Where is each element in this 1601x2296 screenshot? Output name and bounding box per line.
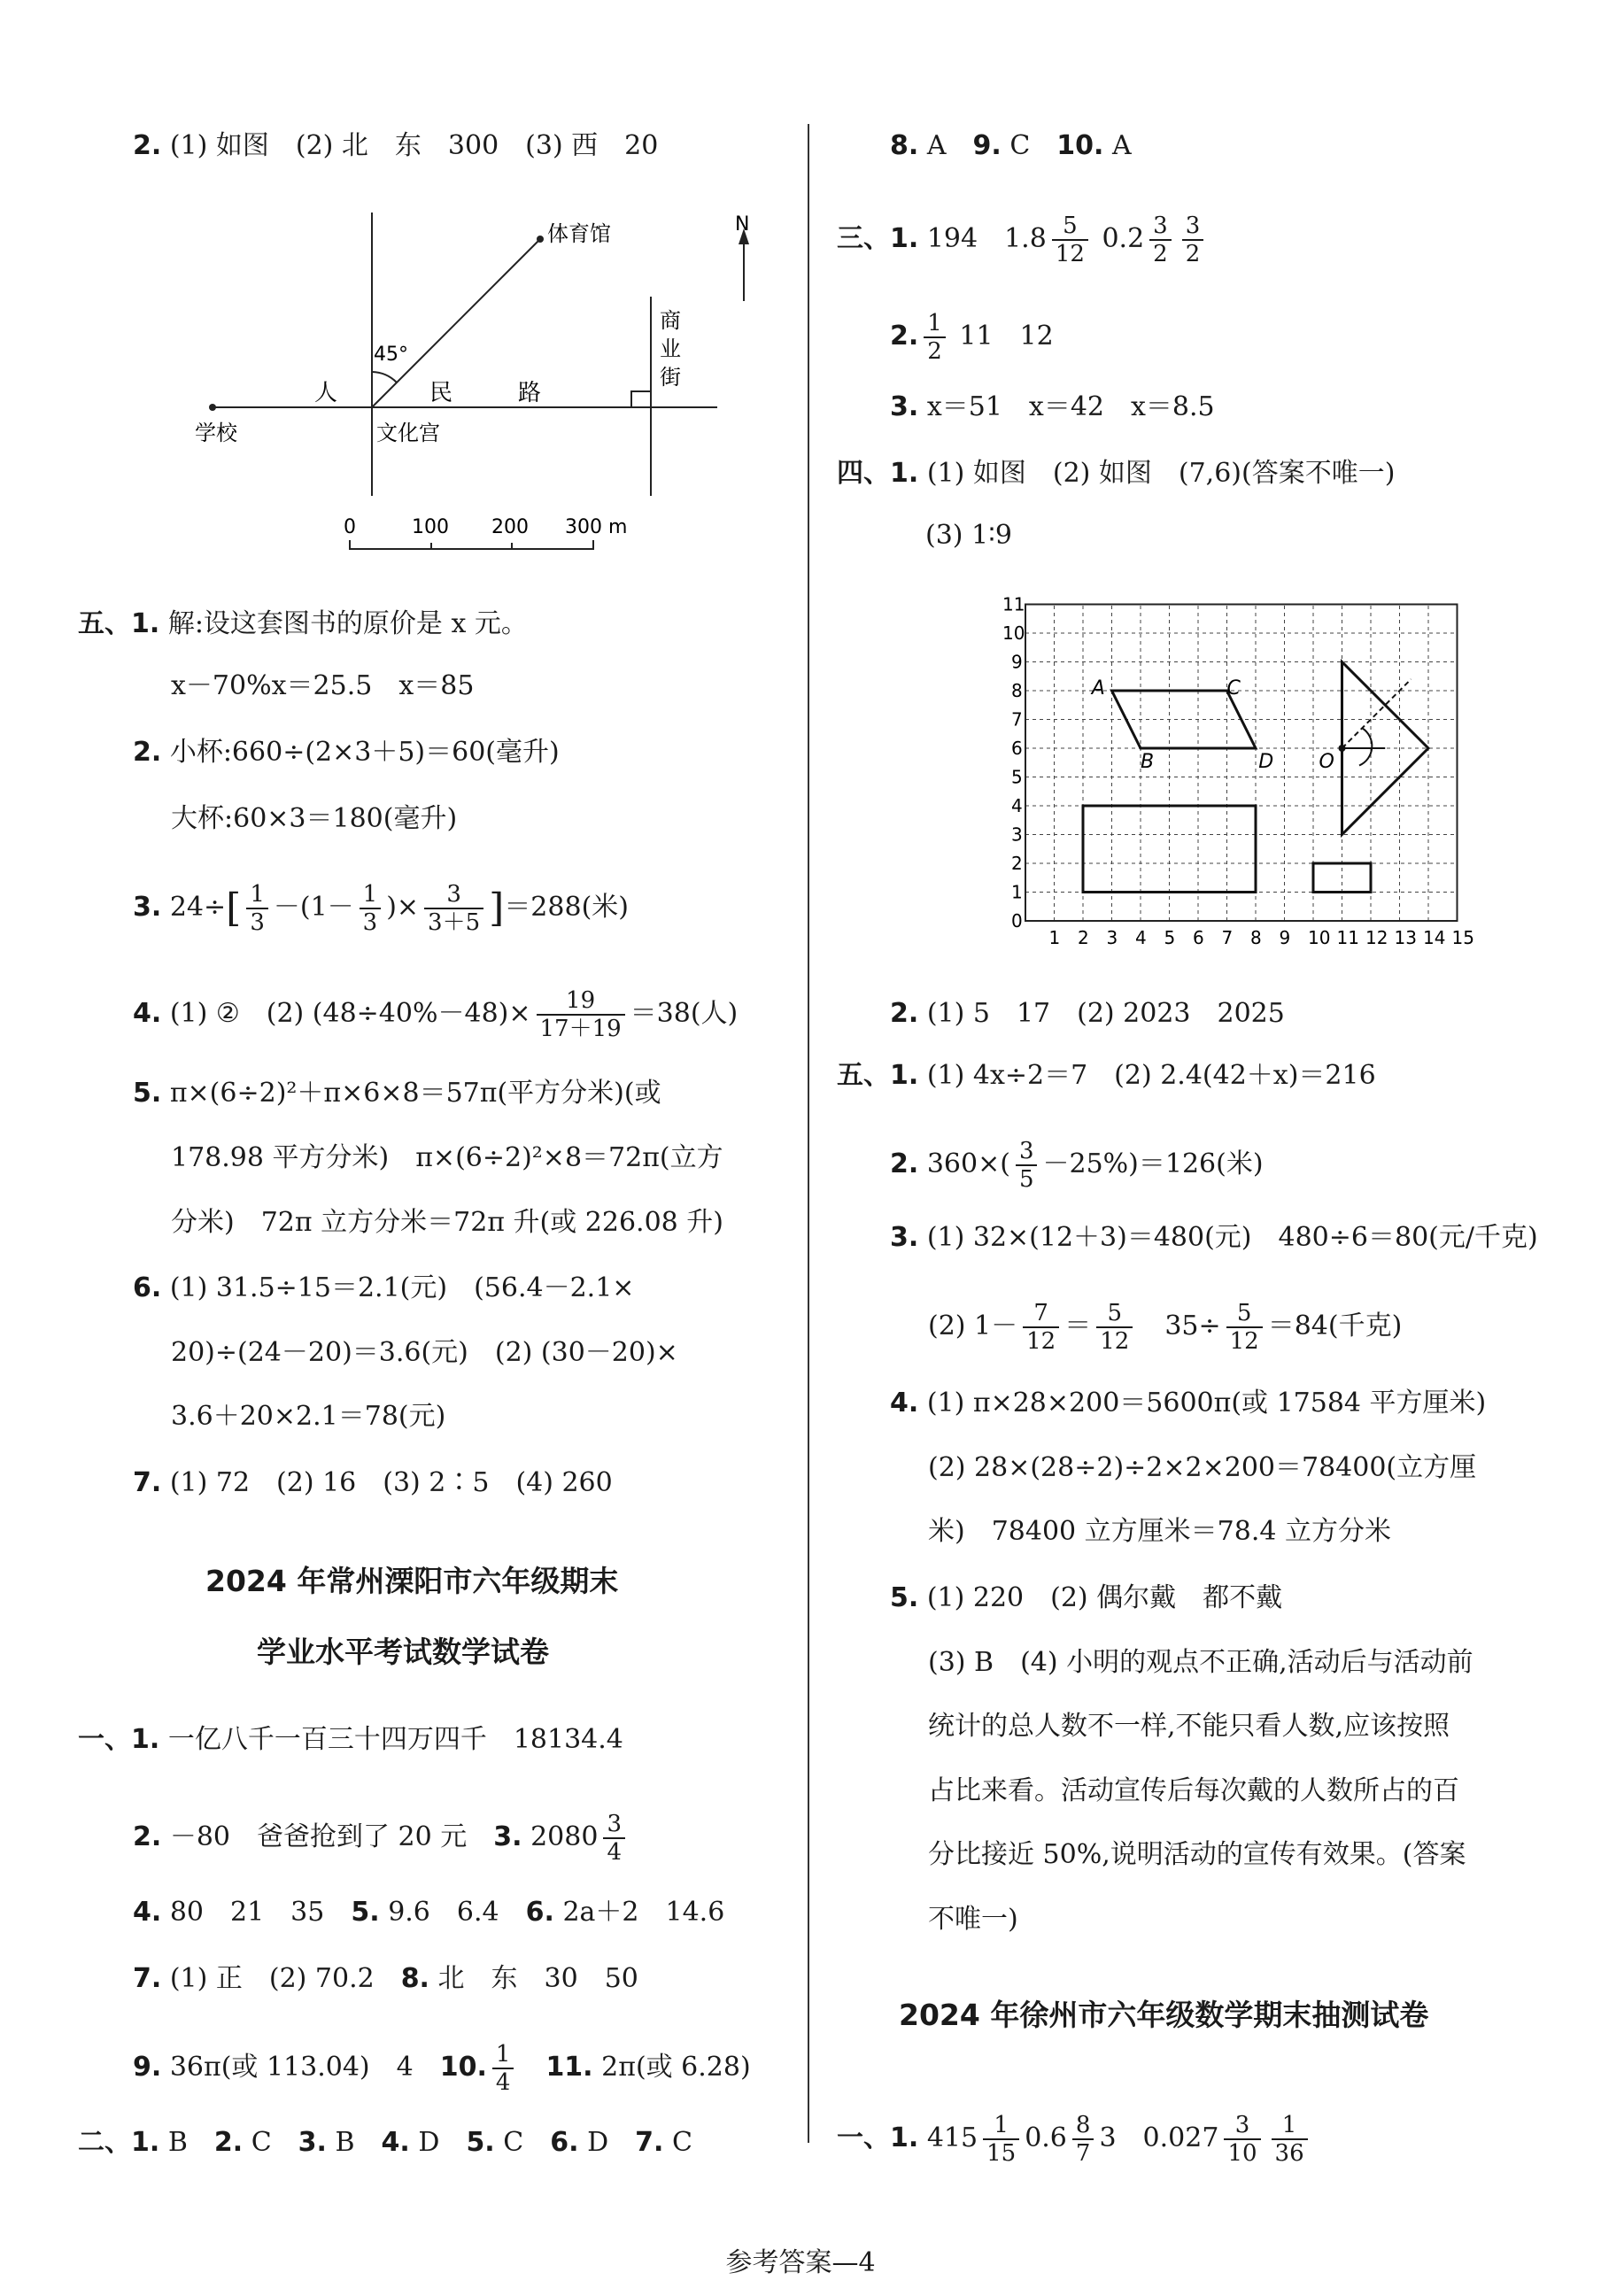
s5-5-b: 178.98 平方分米) π×(6÷2)²×8＝72π(立方 <box>171 1142 723 1173</box>
scale-0: 0 <box>344 516 356 538</box>
s5-1-line-a: 五、1. 解:设这套图书的原价是 x 元。 <box>78 608 528 639</box>
x-tick-label: 11 <box>1336 927 1359 948</box>
s5-2-line-b: 大杯:60×3＝180(毫升) <box>171 803 458 834</box>
r5-1: 五、1. (1) 4x÷2＝7 (2) 2.4(42＋x)＝216 <box>837 1060 1376 1091</box>
school-label: 学校 <box>195 421 237 445</box>
s5-1-line-b: x－70%x＝25.5 x＝85 <box>171 670 475 701</box>
r3-3: 3. x＝51 x＝42 x＝8.5 <box>890 391 1215 422</box>
s5-3: 3. 24÷[ $\frac{1}{3}$ －(1－ $\frac{1}{3}$ )× $\frac{3}{3+5}$ ]＝288(米) <box>133 881 629 936</box>
r5-3-a: 3. (1) 32×(12＋3)＝480(元) 480÷6＝80(元/千克) <box>890 1222 1538 1253</box>
palace-label: 文化宫 <box>376 421 440 445</box>
s5-6-c: 3.6＋20×2.1＝78(元) <box>171 1401 446 1432</box>
r5-4-a: 4. (1) π×28×200＝5600π(或 17584 平方厘米) <box>890 1388 1487 1419</box>
point-o <box>1339 745 1346 752</box>
x-tick-label: 2 <box>1078 927 1089 948</box>
label-a: A <box>1091 677 1105 700</box>
r5-5-b: (3) B (4) 小明的观点不正确,活动后与活动前 <box>928 1647 1473 1678</box>
r5-4-b: (2) 28×(28÷2)÷2×2×200＝78400(立方厘 <box>928 1452 1477 1483</box>
stadium-label: 体育馆 <box>547 221 611 246</box>
street-char-1: 商 <box>660 308 681 333</box>
x-tick-label: 13 <box>1394 927 1417 948</box>
y-tick-label: 1 <box>1011 881 1023 903</box>
y-tick-label: 9 <box>1011 651 1023 673</box>
column-divider <box>808 124 809 2143</box>
left-q2: 2. (1) 如图 (2) 北 东 300 (3) 西 20 <box>133 130 659 161</box>
x-tick-label: 9 <box>1279 927 1291 948</box>
x-tick-label: 10 <box>1308 927 1331 948</box>
y-tick-label: 11 <box>1002 593 1025 615</box>
r-last: 一、1. 415 $\frac{1}{15}$ 0.6 $\frac{8}{7}$ 3 0.027 $\frac{3}{10}$ $\frac{1}{36}$ <box>837 2112 1313 2167</box>
scale-200: 200 <box>491 516 529 538</box>
s5-4: 4. (1) ② (2) (48÷40%－48)× $\frac{19}{17+19}$ ＝38(人) <box>133 987 739 1042</box>
p1-2: 2. －80 爸爸抢到了 20 元 3. 2080 $\frac{3}{4}$ <box>133 1811 630 1866</box>
x-tick-label: 1 <box>1048 927 1061 948</box>
y-tick-label: 10 <box>1002 622 1025 644</box>
rotation-line <box>1342 679 1412 748</box>
s5-5-a: 5. π×(6÷2)²＋π×6×8＝57π(平方分米)(或 <box>133 1078 661 1109</box>
r3-1: 三、1. 194 1.8 $\frac{5}{12}$ 0.2 $\frac{3}{2}$ $\frac{3}{2}$ <box>837 213 1209 267</box>
r5-4-c: 米) 78400 立方厘米＝78.4 立方分米 <box>928 1516 1392 1547</box>
r4-1b: (3) 1∶9 <box>925 520 1013 551</box>
angle-label: 45° <box>374 344 408 366</box>
rotation-arc <box>1359 728 1372 765</box>
s5-7: 7. (1) 72 (2) 16 (3) 2∶5 (4) 260 <box>133 1467 613 1498</box>
s5-6-a: 6. (1) 31.5÷15＝2.1(元) (56.4－2.1× <box>133 1272 635 1303</box>
road-char-2: 民 <box>429 380 453 406</box>
s5-2-line-a: 2. 小杯:660÷(2×3＋5)＝60(毫升) <box>133 737 560 768</box>
label-c: C <box>1226 677 1241 700</box>
scale-100: 100 <box>412 516 449 538</box>
r5-5-d: 占比来看。活动宣传后每次戴的人数所占的百 <box>928 1775 1459 1806</box>
y-tick-label: 2 <box>1011 853 1023 874</box>
x-tick-label: 14 <box>1423 927 1446 948</box>
page-footer: 参考答案—4 <box>725 2247 876 2278</box>
street-char-2: 业 <box>660 336 681 361</box>
r4-2: 2. (1) 5 17 (2) 2023 2025 <box>890 998 1285 1029</box>
r5-5-e: 分比接近 50%,说明活动的宣传有效果。(答案 <box>928 1839 1466 1870</box>
r3-2: 2. $\frac{1}{2}$ 11 12 <box>890 310 1054 365</box>
p1-9: 9. 36π(或 113.04) 4 10. $\frac{1}{4}$ 11. 2π(或 6.28) <box>133 2041 751 2096</box>
y-tick-label: 5 <box>1011 766 1023 788</box>
x-tick-label: 6 <box>1193 927 1204 948</box>
s5-6-b: 20)÷(24－20)＝3.6(元) (2) (30－20)× <box>171 1337 678 1368</box>
road-char-1: 人 <box>314 380 338 406</box>
p1-4: 4. 80 21 35 5. 9.6 6.4 6. 2a＋2 14.6 <box>133 1897 725 1928</box>
y-tick-label: 3 <box>1011 823 1023 846</box>
street-char-3: 街 <box>660 365 681 390</box>
p2: 二、1. B 2. C 3. B 4. D 5. C 6. D 7. C <box>78 2127 692 2158</box>
label-b: B <box>1141 751 1155 773</box>
x-tick-label: 15 <box>1451 927 1474 948</box>
y-tick-label: 8 <box>1011 680 1023 701</box>
y-tick-label: 6 <box>1011 738 1023 759</box>
r8: 8. A 9. C 10. A <box>890 130 1132 161</box>
label-d: D <box>1258 751 1274 773</box>
r4-1: 四、1. (1) 如图 (2) 如图 (7,6)(答案不唯一) <box>837 458 1396 489</box>
grid-border <box>1025 605 1458 922</box>
r5-3-b: (2) 1－ $\frac{7}{12}$ ＝ $\frac{5}{12}$ 35÷ $\frac{5}{12}$ ＝84(千克) <box>928 1300 1403 1355</box>
p1-7: 7. (1) 正 (2) 70.2 8. 北 东 30 50 <box>133 1963 638 1994</box>
scale-300: 300 m <box>565 516 628 538</box>
y-tick-label: 0 <box>1011 910 1023 932</box>
section-title-1: 2024 年常州溧阳市六年级期末 <box>205 1564 619 1598</box>
x-tick-label: 4 <box>1135 927 1147 948</box>
section-title-2: 学业水平考试数学试卷 <box>257 1635 549 1669</box>
x-tick-label: 5 <box>1164 927 1176 948</box>
r5-2: 2. 360×( $\frac{3}{5}$ －25%)＝126(米) <box>890 1138 1264 1193</box>
x-tick-label: 8 <box>1250 927 1262 948</box>
x-tick-label: 3 <box>1106 927 1118 948</box>
road-char-3: 路 <box>518 380 542 406</box>
coordinate-grid <box>974 584 1488 956</box>
r5-5-a: 5. (1) 220 (2) 偶尔戴 都不戴 <box>890 1582 1283 1613</box>
r5-5-f: 不唯一) <box>928 1904 1018 1935</box>
r5-5-c: 统计的总人数不一样,不能只看人数,应该按照 <box>928 1711 1450 1742</box>
north-label: N <box>735 213 750 236</box>
p1-1: 一、1. 一亿八千一百三十四万四千 18134.4 <box>78 1724 623 1755</box>
s5-5-c: 分米) 72π 立方分米＝72π 升(或 226.08 升) <box>171 1207 724 1238</box>
y-tick-label: 7 <box>1011 708 1023 731</box>
y-tick-label: 4 <box>1011 795 1023 816</box>
x-tick-label: 12 <box>1365 927 1388 948</box>
map-diagram <box>177 204 753 558</box>
label-o: O <box>1319 751 1334 773</box>
x-tick-label: 7 <box>1221 927 1234 948</box>
section-title-3: 2024 年徐州市六年级数学期末抽测试卷 <box>899 1998 1429 2032</box>
